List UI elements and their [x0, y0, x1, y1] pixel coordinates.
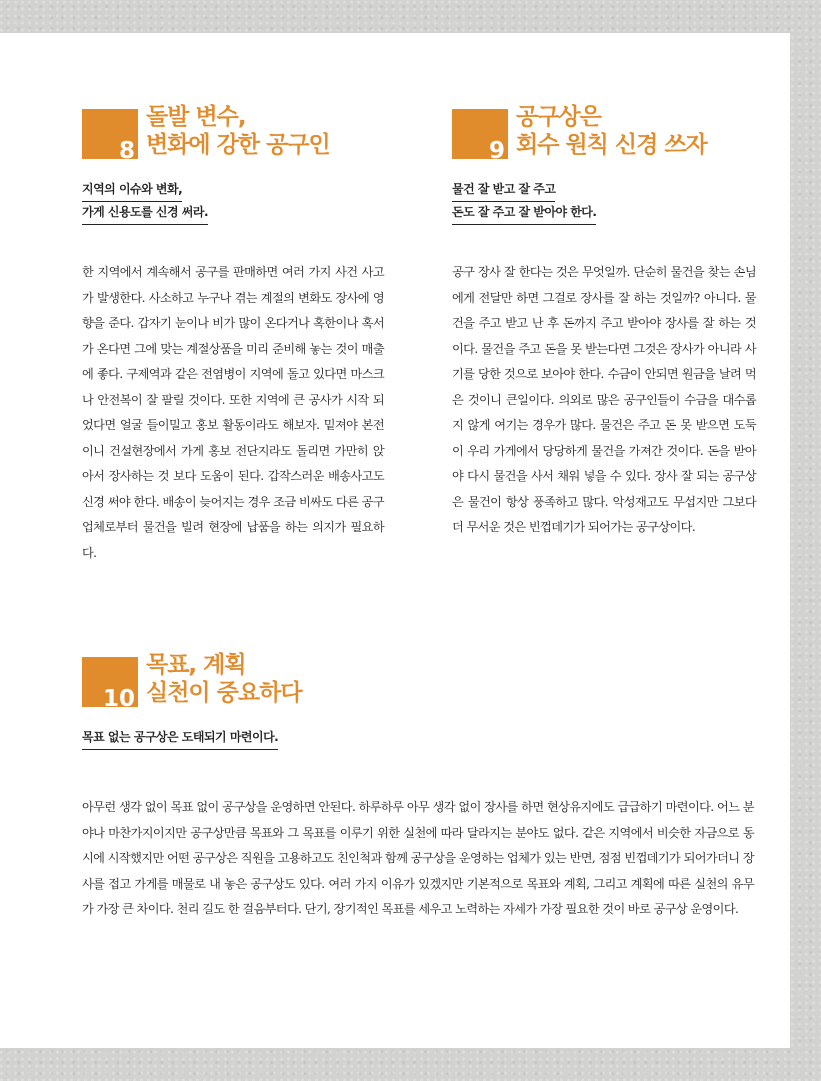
section-number-badge [452, 109, 508, 164]
section-subtitle-line1: 목표 없는 공구상은 도태되기 마련이다. [82, 727, 278, 750]
section-subtitle-line1: 지역의 이슈와 변화, [82, 179, 182, 202]
section-subtitle [82, 179, 208, 225]
section-title-line2: 실천이 중요하다 [146, 680, 302, 706]
section-title [146, 651, 302, 707]
section-subtitle-line1: 물건 잘 받고 잘 주고 [452, 179, 555, 202]
section-number: 10 [102, 686, 135, 712]
section-subtitle [82, 727, 278, 750]
page [0, 33, 790, 1048]
section-title-line2: 회수 원칙 신경 쓰자 [516, 132, 707, 158]
section-body: 한 지역에서 계속해서 공구를 판매하면 여러 가지 사건 사고가 발생한다. 사소하고 누구나 겪는 계절의 변화도 장사에 영향을 준다. 갑자기 눈이나 비가 많이 온다거나 혹한이나 혹서가 온다면 그에 맞는 계절상품을 미리 준비해 놓는 것이 매출에 좋다. 구제역과 같은 전염병이 지역에 돌고 있다면 마스크나 안전복이 잘 팔릴 것이다. 또한 지역에 큰 공사가 시작 되었다면 얼굴 들이밀고 홍보 활동이라도 해보자. 밑져야 본전이니 건설현장에서 가게 홍보 전단지라도 돌리면 가만히 앉아서 장사하는 것 보다 도움이 된다. 갑작스러운 배송사고도 신경 써야 한다. 배송이 늦어지는 경우 조금 비싸도 다른 공구업체로부터 물건을 빌려 현장에 납품을 하는 의지가 필요하다. [82, 265, 384, 560]
section-title-line1: 목표, 계획 [146, 652, 246, 678]
section-title-line2: 변화에 강한 공구인 [146, 132, 330, 158]
section-subtitle-line2: 돈도 잘 주고 잘 받아야 한다. [452, 202, 596, 225]
section-title [146, 103, 330, 159]
section-number: 9 [488, 138, 505, 164]
section-title-line1: 돌발 변수, [146, 104, 246, 130]
section-body: 아무런 생각 없이 목표 없이 공구상을 운영하면 안된다. 하루하루 아무 생각 없이 장사를 하면 현상유지에도 급급하기 마련이다. 어느 분야나 마찬가지이지만 공구상만큼 목표와 그 목표를 이루기 위한 실천에 따라 달라지는 분야도 없다. 같은 지역에서 비슷한 자금으로 동시에 시작했지만 어떤 공구상은 직원을 고용하고도 친인척과 함께 공구상을 운영하는 업체가 있는 반면, 점점 빈껍데기가 되어가더니 장사를 접고 가게를 매물로 내 놓은 공구상도 있다. 여러 가지 이유가 있겠지만 기본적으로 목표와 계획, 그리고 계획에 따른 실천의 유무가 가장 큰 차이다. 천리 길도 한 걸음부터다. 단기, 장기적인 목표를 세우고 노력하는 자세가 가장 필요한 것이 바로 공구상 운영이다. [82, 800, 754, 916]
section-body: 공구 장사 잘 한다는 것은 무엇일까. 단순히 물건을 찾는 손님에게 전달만 하면 그걸로 장사를 잘 하는 것일까? 아니다. 물건을 주고 받고 난 후 돈까지 주고 받아야 장사를 잘 하는 것이다. 물건을 주고 돈을 못 받는다면 그것은 장사가 아니라 사기를 당한 것으로 보아야 한다. 수금이 안되면 원금을 날려 먹은 것이니 큰일이다. 의외로 많은 공구인들이 수금을 대수롭지 않게 여기는 경우가 많다. 물건은 주고 돈 못 받으면 도둑이 우리 가게에서 당당하게 물건을 가져간 것이다. 돈을 받아야 다시 물건을 사서 채워 넣을 수 있다. 장사 잘 되는 공구상은 물건이 항상 풍족하고 많다. 악성재고도 무섭지만 그보다 더 무서운 것은 빈껍데기가 되어가는 공구상이다. [452, 265, 756, 534]
section-number-badge [82, 657, 138, 712]
section-number-badge [82, 109, 138, 164]
section-subtitle [452, 179, 596, 225]
section-number: 8 [118, 138, 135, 164]
section-title-line1: 공구상은 [516, 104, 601, 130]
section-subtitle-line2: 가게 신용도를 신경 써라. [82, 202, 208, 225]
section-title [516, 103, 707, 159]
